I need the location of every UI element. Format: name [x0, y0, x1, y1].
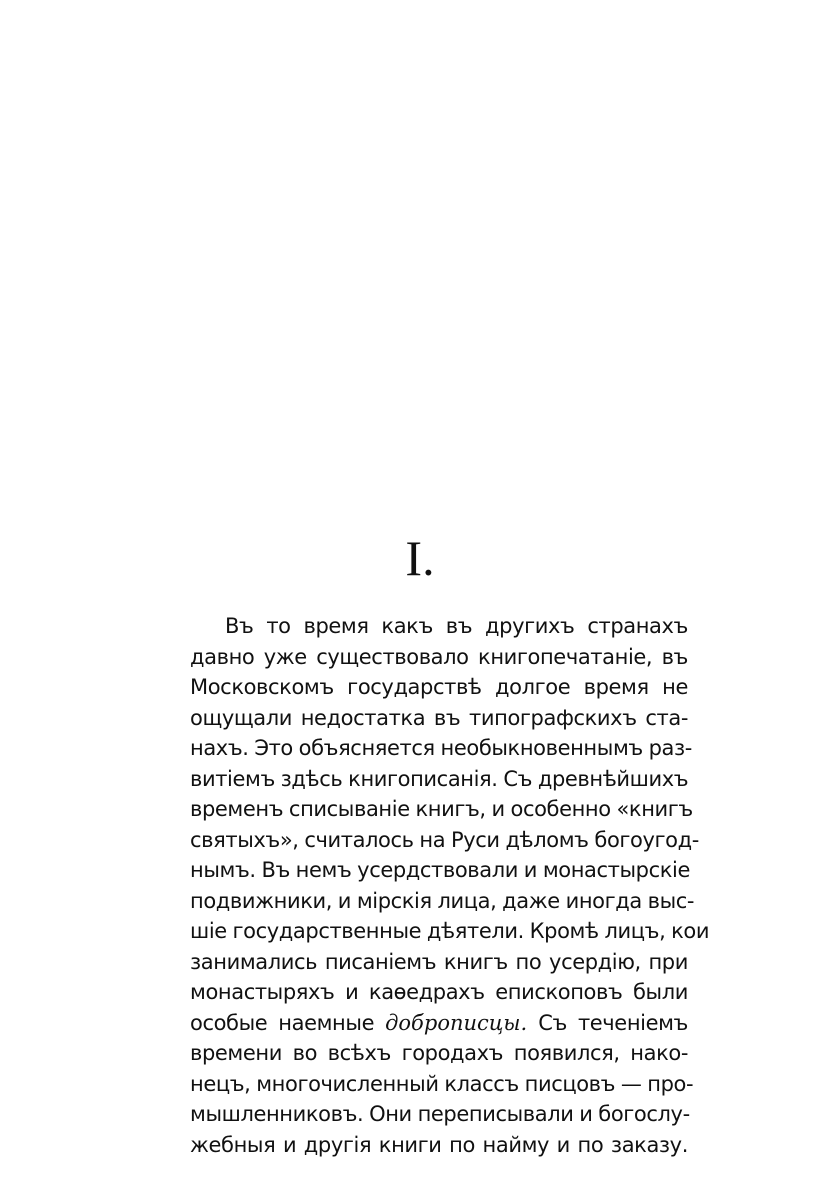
text-line: жебныя и другія книги по найму и по заказу. — [190, 1132, 688, 1157]
text-line: временъ списываніе книгъ, и особенно «книгъ — [190, 797, 693, 821]
text-line: Въ то время какъ въ другихъ странахъ — [225, 614, 688, 638]
text-line: святыхъ», считалось на Руси дѣломъ богоугод- — [190, 827, 699, 852]
italic-term: доброписцы. — [385, 1010, 528, 1035]
text-line: нахъ. Это объясняется необыкновеннымъ раз- — [190, 736, 692, 760]
text-line: нецъ, многочисленный классъ писцовъ — про- — [190, 1071, 694, 1096]
chapter-numeral: I. — [405, 530, 435, 586]
text-line: подвижники, и мірскія лица, даже иногда выс- — [190, 888, 695, 913]
text-line: нымъ. Въ немъ усердствовали и монастырскіе — [190, 858, 690, 882]
text-segment: особые наемные — [190, 1010, 375, 1035]
text-line: Московскомъ государствѣ долгое время не — [190, 675, 688, 699]
text-line: занимались писаніемъ книгъ по усердію, при — [190, 949, 688, 974]
text-line: давно уже существовало книгопечатаніе, въ — [190, 644, 688, 669]
text-line: мышленниковъ. Они переписывали и богослу- — [190, 1102, 690, 1126]
text-line: витіемъ здѣсь книгописанія. Съ древнѣйшихъ — [190, 766, 689, 791]
text-segment: Съ теченіемъ — [538, 1010, 688, 1035]
paragraph — [190, 611, 710, 1160]
text-line: времени во всѣхъ городахъ появился, нако- — [190, 1041, 688, 1065]
text-line: монастыряхъ и каѳедрахъ епископовъ были — [190, 980, 688, 1004]
text-line: шіе государственные дѣятели. Кромѣ лицъ, кои — [190, 919, 710, 943]
text-line: ощущали недостатка въ типографскихъ ста- — [190, 705, 688, 730]
text-line-with-italic — [190, 1008, 688, 1039]
